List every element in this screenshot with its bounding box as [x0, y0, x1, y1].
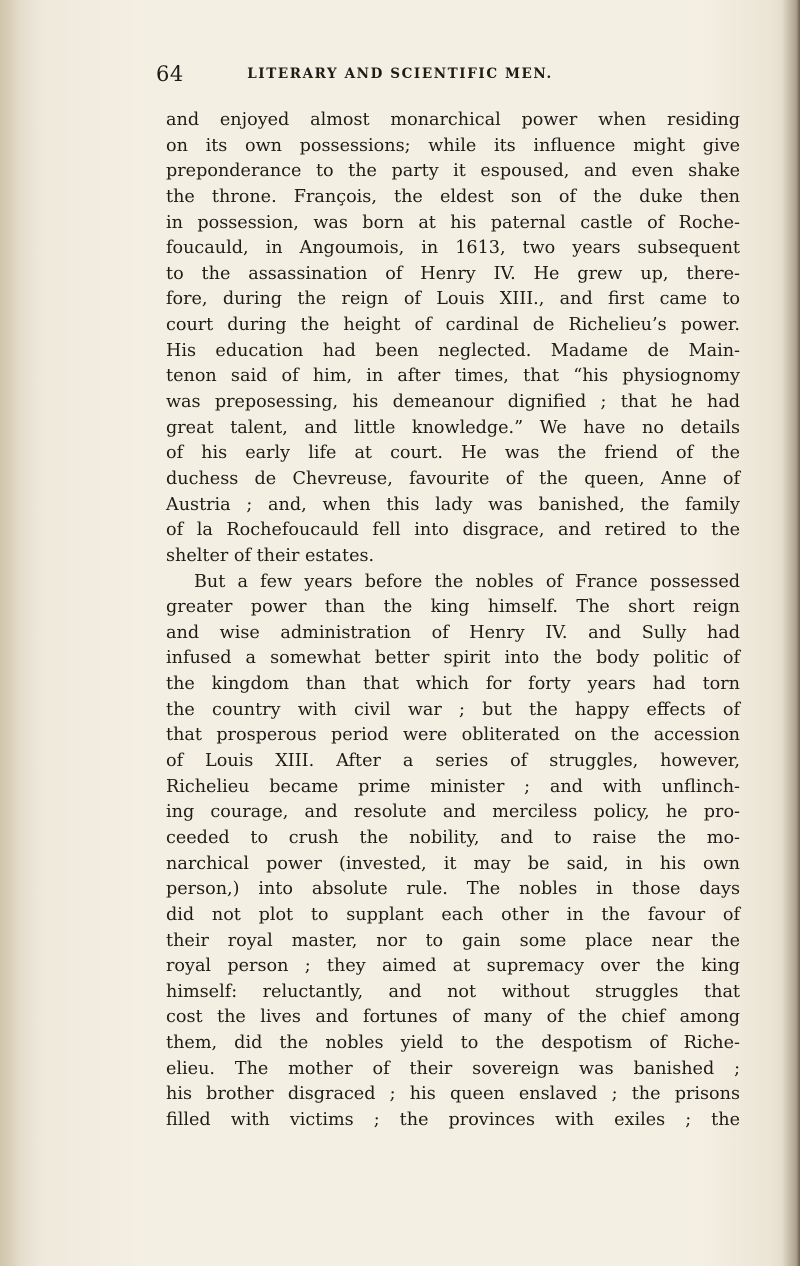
text-line: of his early life at court. He was the friend of the [166, 443, 740, 464]
text-line: and enjoyed almost monarchical power when residing [166, 110, 740, 130]
text-line: court during the height of cardinal de Richelieu’s power. [166, 315, 740, 336]
text-line: and wise administration of Henry IV. and Sully had [166, 622, 740, 643]
text-line: was preposessing, his demeanour dignified ; that he had [166, 392, 740, 413]
text-line: the country with civil war ; but the happy effects of [166, 699, 740, 720]
text-line: their royal master, nor to gain some place near the [166, 930, 740, 951]
text-line: person,) into absolute rule. The nobles in those days [166, 879, 740, 900]
text-line: infused a somewhat better spirit into the body politic of [166, 648, 740, 669]
running-head: LITERARY AND SCIENTIFIC MEN. [247, 66, 553, 82]
text-line: His education had been neglected. Madame de Main- [166, 340, 740, 361]
text-line: in possession, was born at his paternal castle of Roche- [166, 212, 740, 233]
text-line: to the assassination of Henry IV. He grew up, there- [166, 263, 740, 284]
text-line: narchical power (invested, it may be said, in his own [166, 853, 740, 874]
text-line: greater power than the king himself. The short reign [166, 597, 740, 618]
text-line: elieu. The mother of their sovereign was banished ; [166, 1058, 740, 1079]
text-line: great talent, and little knowledge.” We have no details [166, 417, 740, 438]
text-line: filled with victims ; the provinces with exiles ; the [166, 1109, 740, 1130]
text-line: himself: reluctantly, and not without struggles that [166, 981, 740, 1002]
text-line: ceeded to crush the nobility, and to raise the mo- [166, 827, 740, 848]
text-line: Richelieu became prime minister ; and with unflinch- [166, 776, 740, 797]
text-line: ing courage, and resolute and merciless policy, he pro- [166, 802, 740, 823]
page-header [0, 62, 800, 92]
text-line: cost the lives and fortunes of many of the chief among [166, 1007, 740, 1028]
text-line: of Louis XIII. After a series of struggles, however, [166, 751, 740, 772]
text-line: on its own possessions; while its influence might give [166, 135, 740, 156]
paragraph-end-line: shelter of their estates. [166, 545, 375, 566]
text-line: them, did the nobles yield to the despotism of Riche- [166, 1033, 740, 1054]
text-line: duchess de Chevreuse, favourite of the queen, Anne of [166, 468, 740, 489]
text-line: of la Rochefoucauld fell into disgrace, and retired to the [166, 520, 740, 541]
text-line: preponderance to the party it espoused, and even shake [166, 161, 740, 182]
text-line: did not plot to supplant each other in the favour of [166, 904, 740, 925]
paragraph-start-line: But a few years before the nobles of France possessed [194, 571, 740, 592]
text-line: his brother disgraced ; his queen enslaved ; the prisons [166, 1084, 740, 1105]
page-binding-shadow-left [0, 0, 42, 1266]
text-line: the throne. François, the eldest son of the duke then [166, 186, 740, 207]
text-line: that prosperous period were obliterated on the accession [166, 725, 740, 746]
page-binding-shadow-right [782, 0, 800, 1266]
text-line: tenon said of him, in after times, that “his physiognomy [166, 366, 740, 387]
text-line: Austria ; and, when this lady was banished, the family [166, 494, 740, 515]
text-line: foucauld, in Angoumois, in 1613, two years subsequent [166, 238, 740, 259]
text-line: fore, during the reign of Louis XIII., and first came to [166, 289, 740, 310]
text-line: the kingdom than that which for forty years had torn [166, 674, 740, 695]
text-line: royal person ; they aimed at supremacy over the king [166, 956, 740, 977]
page-number: 64 [156, 62, 184, 86]
body-text [166, 108, 740, 1134]
